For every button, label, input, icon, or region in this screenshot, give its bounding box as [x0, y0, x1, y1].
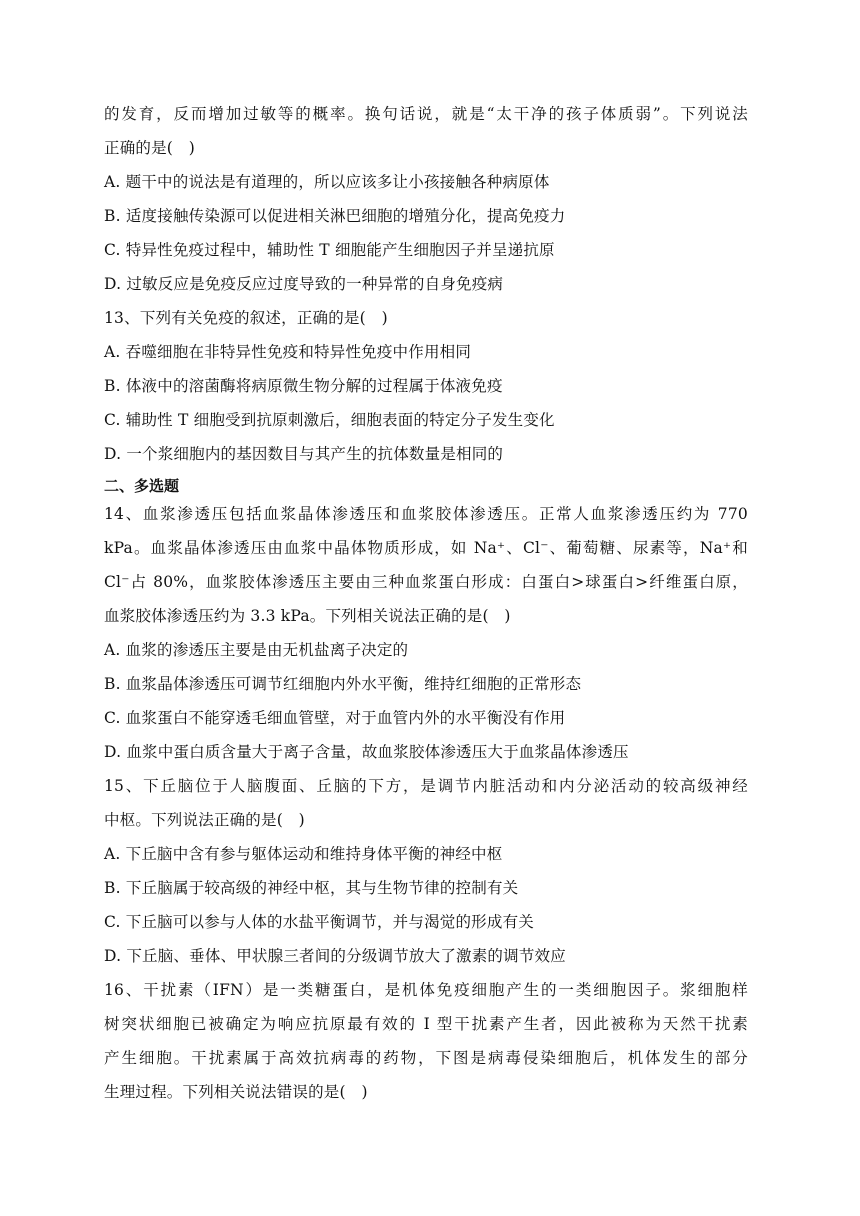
- question-stem-line: 树突状细胞已被确定为响应抗原最有效的 I 型干扰素产生者，因此被称为天然干扰素: [104, 1015, 748, 1033]
- option-a: A. 下丘脑中含有参与躯体运动和维持身体平衡的神经中枢: [104, 845, 503, 863]
- question-13: [104, 301, 748, 471]
- question-stem-line: 14、血浆渗透压包括血浆晶体渗透压和血浆胶体渗透压。正常人血浆渗透压约为 770: [104, 505, 748, 523]
- question-15: [104, 769, 748, 973]
- question-stem-line: 正确的是( ): [104, 139, 195, 157]
- option-d: D. 血浆中蛋白质含量大于离子含量，故血浆胶体渗透压大于血浆晶体渗透压: [104, 743, 629, 761]
- option-d: D. 过敏反应是免疫反应过度导致的一种异常的自身免疫病: [104, 275, 504, 293]
- question-stem-line: Cl⁻占 80%，血浆胶体渗透压主要由三种血浆蛋白形成：白蛋白>球蛋白>纤维蛋白原，: [104, 573, 748, 591]
- question-stem: 13、下列有关免疫的叙述，正确的是( ): [104, 309, 388, 327]
- option-b: B. 适度接触传染源可以促进相关淋巴细胞的增殖分化，提高免疫力: [104, 207, 566, 225]
- section-title: 二、多选题: [104, 477, 180, 495]
- question-stem-line: kPa。血浆晶体渗透压由血浆中晶体物质形成，如 Na⁺、Cl⁻、葡萄糖、尿素等，Na⁺和: [104, 539, 748, 557]
- option-b: B. 血浆晶体渗透压可调节红细胞内外水平衡，维持红细胞的正常形态: [104, 675, 582, 693]
- option-a: A. 题干中的说法是有道理的，所以应该多让小孩接触各种病原体: [104, 173, 550, 191]
- question-stem-line: 血浆胶体渗透压约为 3.3 kPa。下列相关说法正确的是( ): [104, 607, 511, 625]
- option-c: C. 下丘脑可以参与人体的水盐平衡调节，并与渴觉的形成有关: [104, 913, 534, 931]
- option-b: B. 体液中的溶菌酶将病原微生物分解的过程属于体液免疫: [104, 377, 503, 395]
- question-stem-line: 的发育，反而增加过敏等的概率。换句话说，就是“太干净的孩子体质弱”。下列说法: [104, 105, 748, 123]
- question-stem-line: 产生细胞。干扰素属于高效抗病毒的药物，下图是病毒侵染细胞后，机体发生的部分: [104, 1049, 748, 1067]
- question-stem-line: 15、下丘脑位于人脑腹面、丘脑的下方，是调节内脏活动和内分泌活动的较高级神经: [104, 777, 748, 795]
- option-c: C. 辅助性 T 细胞受到抗原刺激后，细胞表面的特定分子发生变化: [104, 411, 555, 429]
- option-a: A. 吞噬细胞在非特异性免疫和特异性免疫中作用相同: [104, 343, 472, 361]
- question-14: [104, 497, 748, 769]
- option-c: C. 血浆蛋白不能穿透毛细血管壁，对于血管内外的水平衡没有作用: [104, 709, 566, 727]
- document-page: [104, 97, 748, 1109]
- question-stem-line: 生理过程。下列相关说法错误的是( ): [104, 1083, 368, 1101]
- question-stem-line: 中枢。下列说法正确的是( ): [104, 811, 305, 829]
- option-c: C. 特异性免疫过程中，辅助性 T 细胞能产生细胞因子并呈递抗原: [104, 241, 555, 259]
- option-a: A. 血浆的渗透压主要是由无机盐离子决定的: [104, 641, 409, 659]
- option-b: B. 下丘脑属于较高级的神经中枢，其与生物节律的控制有关: [104, 879, 519, 897]
- question-12-tail: [104, 97, 748, 301]
- option-d: D. 一个浆细胞内的基因数目与其产生的抗体数量是相同的: [104, 445, 504, 463]
- question-stem-line: 16、干扰素（IFN）是一类糖蛋白，是机体免疫细胞产生的一类细胞因子。浆细胞样: [104, 981, 748, 999]
- question-16: [104, 973, 748, 1109]
- option-d: D. 下丘脑、垂体、甲状腺三者间的分级调节放大了激素的调节效应: [104, 947, 566, 965]
